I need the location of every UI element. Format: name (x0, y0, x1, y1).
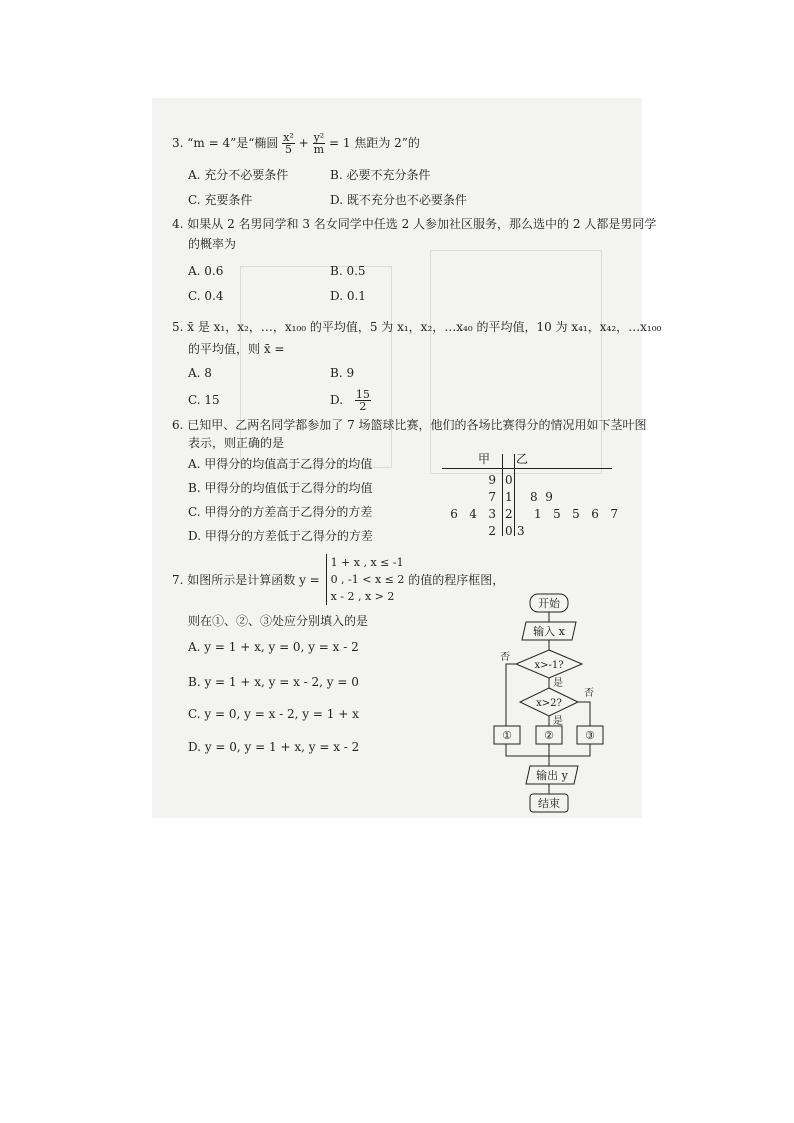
fraction-x2-over-5: $\frac{\text{x²}}{5}$ (283, 131, 294, 156)
flow-box-3-label: ③ (585, 729, 595, 742)
q5-option-d: D. $\frac{15}{2}$ (330, 388, 370, 413)
q4-option-a: A. 0.6 (188, 264, 224, 278)
flow-box-2-label: ② (544, 729, 554, 742)
q6-stem-line1: 6. 已知甲、乙两名同学都参加了 7 场篮球比赛，他们的各场比赛得分的情况用如下茎叶图 (172, 418, 647, 432)
q6-option-c: C. 甲得分的方差高于乙得分的方差 (188, 505, 373, 519)
q3-option-d: D. 既不充分也不必要条件 (330, 193, 467, 207)
flow-yes-label-2: 是 (553, 716, 563, 727)
stem-leaf-divider-left (502, 454, 503, 536)
stem-leaf-row3-stem: 2 (505, 507, 513, 521)
q7-option-a: A. y = 1 + x, y = 0, y = x - 2 (188, 640, 359, 654)
flow-cond2-label: x>2? (536, 698, 562, 709)
stem-leaf-divider-right (514, 454, 515, 536)
fraction-y2-over-m: $\frac{\text{y²}}{m}$ (313, 131, 325, 156)
q7-option-b: B. y = 1 + x, y = x - 2, y = 0 (188, 675, 359, 689)
flow-yes-label-1: 是 (553, 678, 563, 689)
stem-leaf-header-line (442, 468, 612, 469)
stem-leaf-row2-left: 7 (488, 490, 496, 504)
stem-leaf-row1-stem: 0 (505, 473, 513, 487)
stem-leaf-header-jia: 甲 (478, 452, 491, 466)
stem-leaf-row4-left: 2 (488, 524, 496, 538)
flow-box-1-label: ① (502, 729, 512, 742)
q7-stem-line2: 则在①、②、③处应分别填入的是 (188, 614, 369, 628)
stem-leaf-plot (440, 452, 620, 536)
q4-option-c: C. 0.4 (188, 289, 224, 303)
flow-input-label: 输入 x (533, 625, 565, 638)
stem-leaf-row2-right: 8 9 (530, 490, 553, 504)
flow-cond1-label: x>-1? (534, 660, 564, 671)
stem-leaf-row3-right: 1 5 5 6 7 (534, 507, 618, 521)
q4-option-b: B. 0.5 (330, 264, 366, 278)
flow-no-label-2: 否 (584, 688, 594, 699)
flowchart-svg (486, 590, 616, 820)
q5-option-b: B. 9 (330, 366, 355, 380)
flow-output-label: 输出 y (536, 769, 568, 782)
stem-leaf-row3-left: 6 4 3 (450, 507, 496, 521)
stem-leaf-row1-left: 9 (488, 473, 496, 487)
stem-leaf-row4-extra: 3 (517, 524, 525, 538)
piecewise-function: 1 + x , x ≤ -1 0 , -1 < x ≤ 2 x - 2 , x > 2 (326, 554, 405, 605)
q6-option-b: B. 甲得分的均值低于乙得分的均值 (188, 481, 373, 495)
q4-stem-line1: 4. 如果从 2 名男同学和 3 名女同学中任选 2 人参加社区服务，那么选中的 2 人都是男同学 (172, 217, 657, 231)
stem-leaf-row2-stem: 1 (505, 490, 513, 504)
q5-option-c: C. 15 (188, 393, 220, 407)
flow-end-label: 结束 (538, 797, 560, 810)
q7-option-d: D. y = 0, y = 1 + x, y = x - 2 (188, 740, 360, 754)
fraction-15-over-2: $\frac{15}{2}$ (355, 388, 370, 413)
q7-option-c: C. y = 0, y = x - 2, y = 1 + x (188, 707, 359, 721)
q5-stem-line1: 5. x̄ 是 x₁，x₂，…，x₁₀₀ 的平均值，5 为 x₁，x₂，…x₄₀ 的平均值，10 为 x₄₁，x₄₂，…x₁₀₀ (172, 320, 662, 334)
q3-option-c: C. 充要条件 (188, 193, 253, 207)
flow-no-label-1: 否 (500, 652, 510, 663)
flow-start-label: 开始 (538, 597, 560, 610)
stem-leaf-row4-stem: 0 (505, 524, 513, 538)
q7-stem: 7. 如图所示是计算函数 y = 1 + x , x ≤ -1 0 , -1 < x ≤ 2 x - 2 , x > 2 的值的程序框图， (172, 556, 505, 603)
q6-stem-line2: 表示，则正确的是 (188, 436, 285, 450)
stem-leaf-header-yi: 乙 (516, 452, 529, 466)
bleed-through-table (430, 250, 602, 474)
q3-option-b: B. 必要不充分条件 (330, 168, 431, 182)
program-flowchart (486, 590, 616, 820)
q5-stem-line2: 的平均值，则 x̄ = (188, 342, 285, 356)
q6-option-d: D. 甲得分的方差低于乙得分的方差 (188, 529, 373, 543)
q3-stem: 3. “m = 4”是“椭圆 $\frac{\text{x²}}{5}$ + $\frac{\text{y²}}{m}$ = 1 焦距为 2”的 (172, 131, 420, 156)
q4-stem-line2: 的概率为 (188, 237, 237, 251)
q6-option-a: A. 甲得分的均值高于乙得分的均值 (188, 457, 373, 471)
q5-option-a: A. 8 (188, 366, 212, 380)
q3-option-a: A. 充分不必要条件 (188, 168, 289, 182)
q4-option-d: D. 0.1 (330, 289, 366, 303)
